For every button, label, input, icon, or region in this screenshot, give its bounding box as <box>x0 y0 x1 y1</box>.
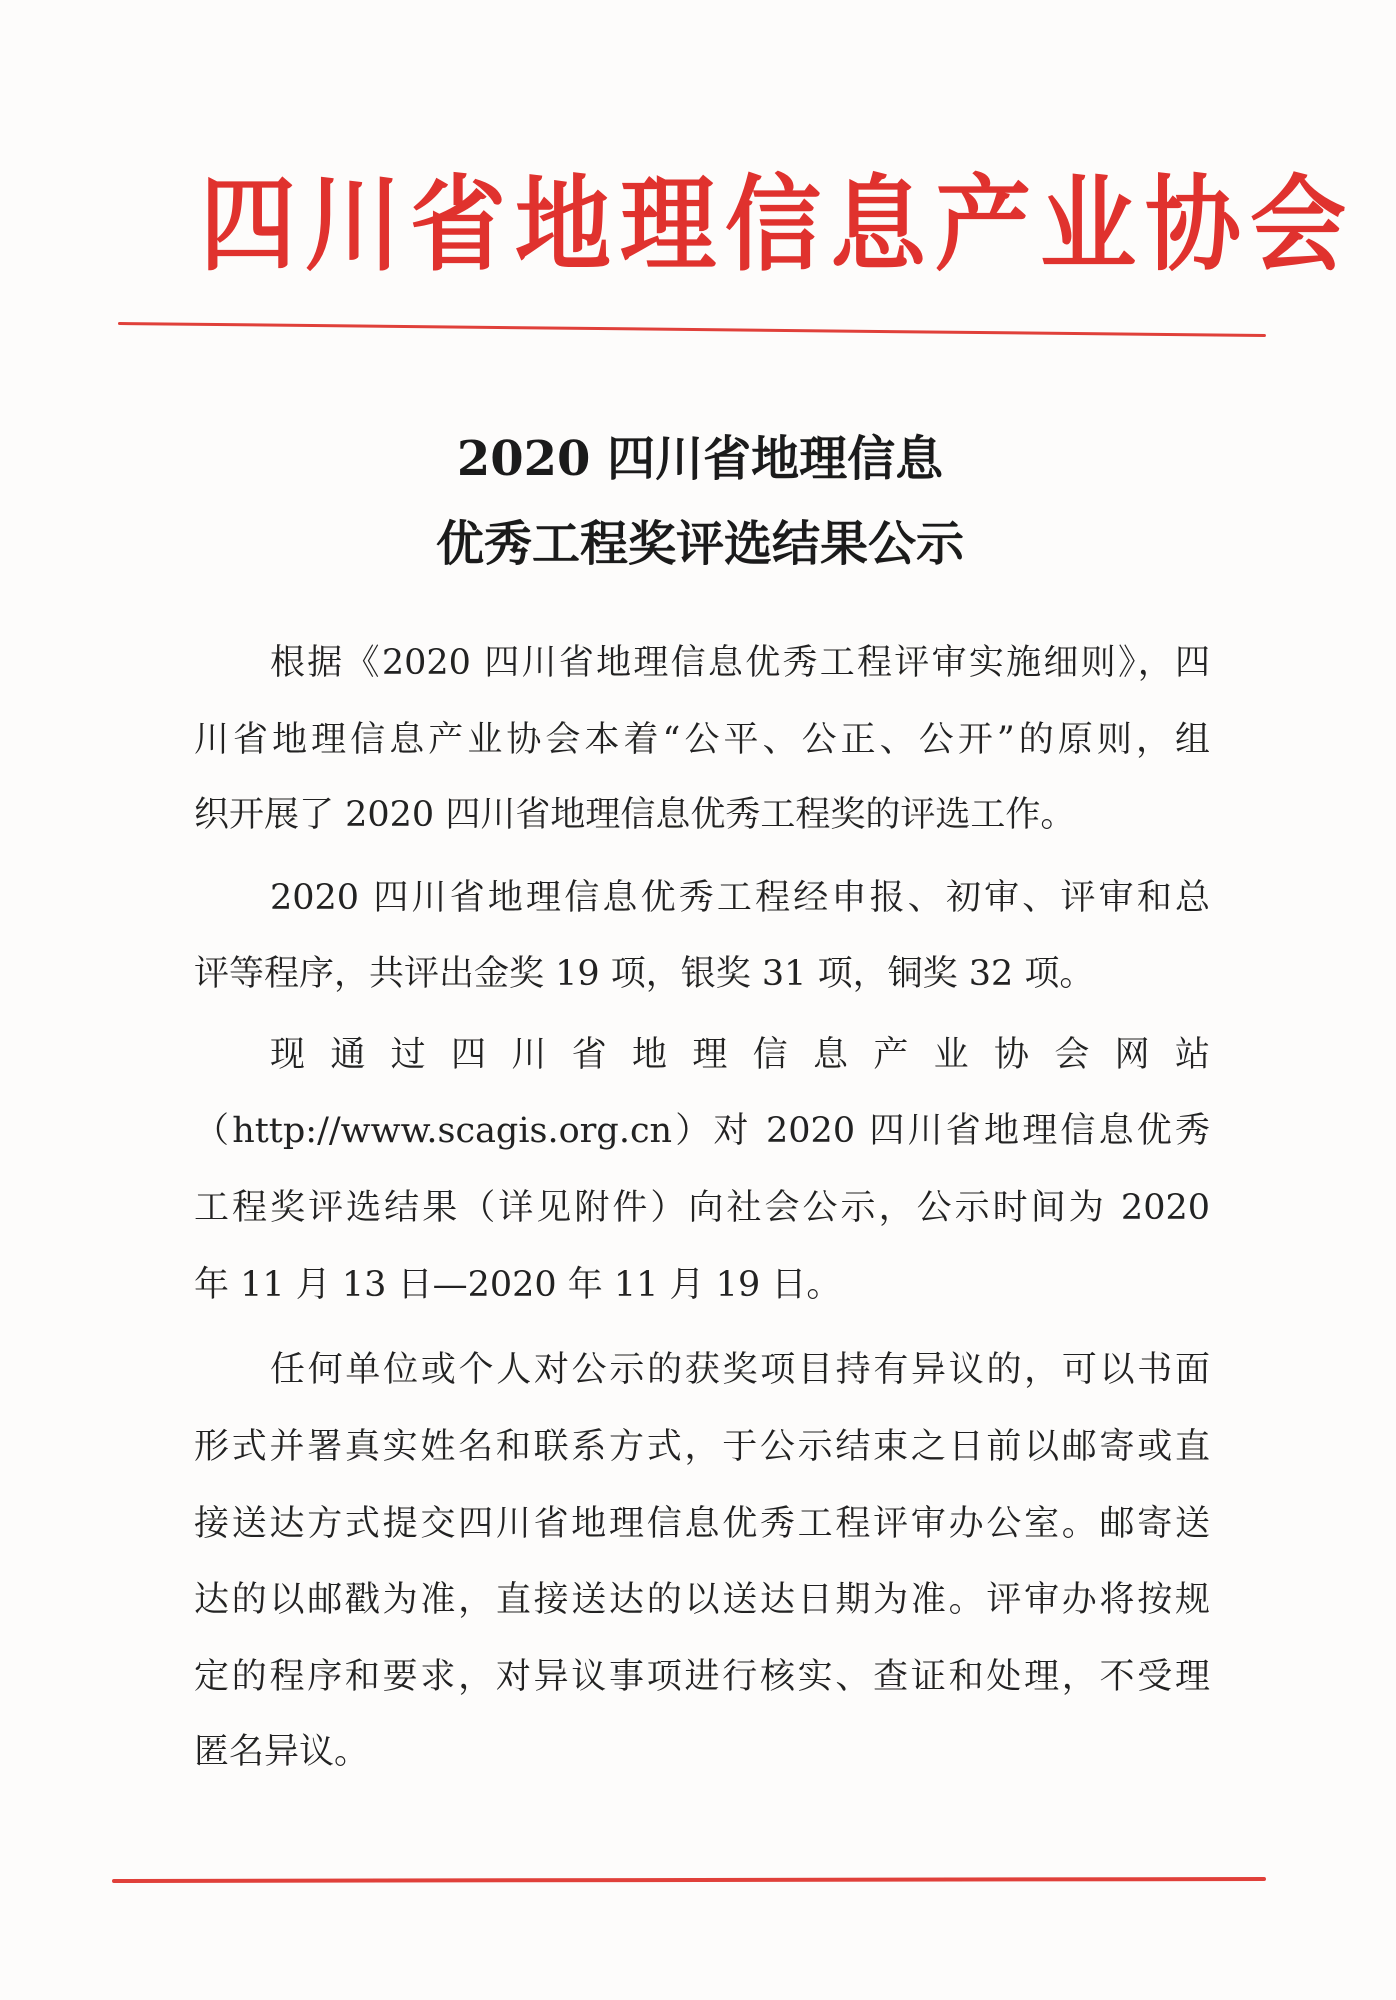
paragraph-3-line-2: （http://www.scagis.org.cn）对 2020 四川省地理信息优秀 <box>194 1111 1210 1151</box>
paragraph-3-line-1: 现通过四川省地理信息产业协会网站 <box>270 1035 1210 1075</box>
paragraph-1-line-3: 织开展了 2020 四川省地理信息优秀工程奖的评选工作。 <box>194 795 1076 835</box>
paragraph-4-line-3: 接送达方式提交四川省地理信息优秀工程评审办公室。邮寄送 <box>194 1504 1210 1544</box>
paragraph-4-line-4: 达的以邮戳为准，直接送达的以送达日期为准。评审办将按规 <box>194 1580 1210 1620</box>
paragraph-4-line-5: 定的程序和要求，对异议事项进行核实、查证和处理，不受理 <box>194 1657 1210 1697</box>
paragraph-2-line-2: 评等程序，共评出金奖 19 项，银奖 31 项，铜奖 32 项。 <box>194 954 1095 994</box>
paragraph-4-line-6: 匿名异议。 <box>194 1732 370 1772</box>
footer-red-rule <box>112 1877 1266 1883</box>
paragraph-1-line-1: 根据《2020 四川省地理信息优秀工程评审实施细则》，四 <box>270 643 1210 683</box>
document-title-line-1: 2020 四川省地理信息 <box>456 431 944 487</box>
letterhead-red-rule <box>118 322 1266 337</box>
paragraph-3-line-3: 工程奖评选结果（详见附件）向社会公示，公示时间为 2020 <box>194 1188 1210 1228</box>
paragraph-4-line-1: 任何单位或个人对公示的获奖项目持有异议的，可以书面 <box>270 1350 1210 1390</box>
paragraph-4-line-2: 形式并署真实姓名和联系方式，于公示结束之日前以邮寄或直 <box>194 1427 1210 1467</box>
document-title-line-2: 优秀工程奖评选结果公示 <box>435 516 964 572</box>
paragraph-1-line-2: 川省地理信息产业协会本着“公平、公正、公开”的原则，组 <box>194 720 1210 760</box>
paragraph-3-line-4: 年 11 月 13 日—2020 年 11 月 19 日。 <box>194 1265 842 1305</box>
paragraph-2-line-1: 2020 四川省地理信息优秀工程经申报、初审、评审和总 <box>270 878 1210 918</box>
letterhead-org-name: 四川省地理信息产业协会 <box>200 163 1355 286</box>
